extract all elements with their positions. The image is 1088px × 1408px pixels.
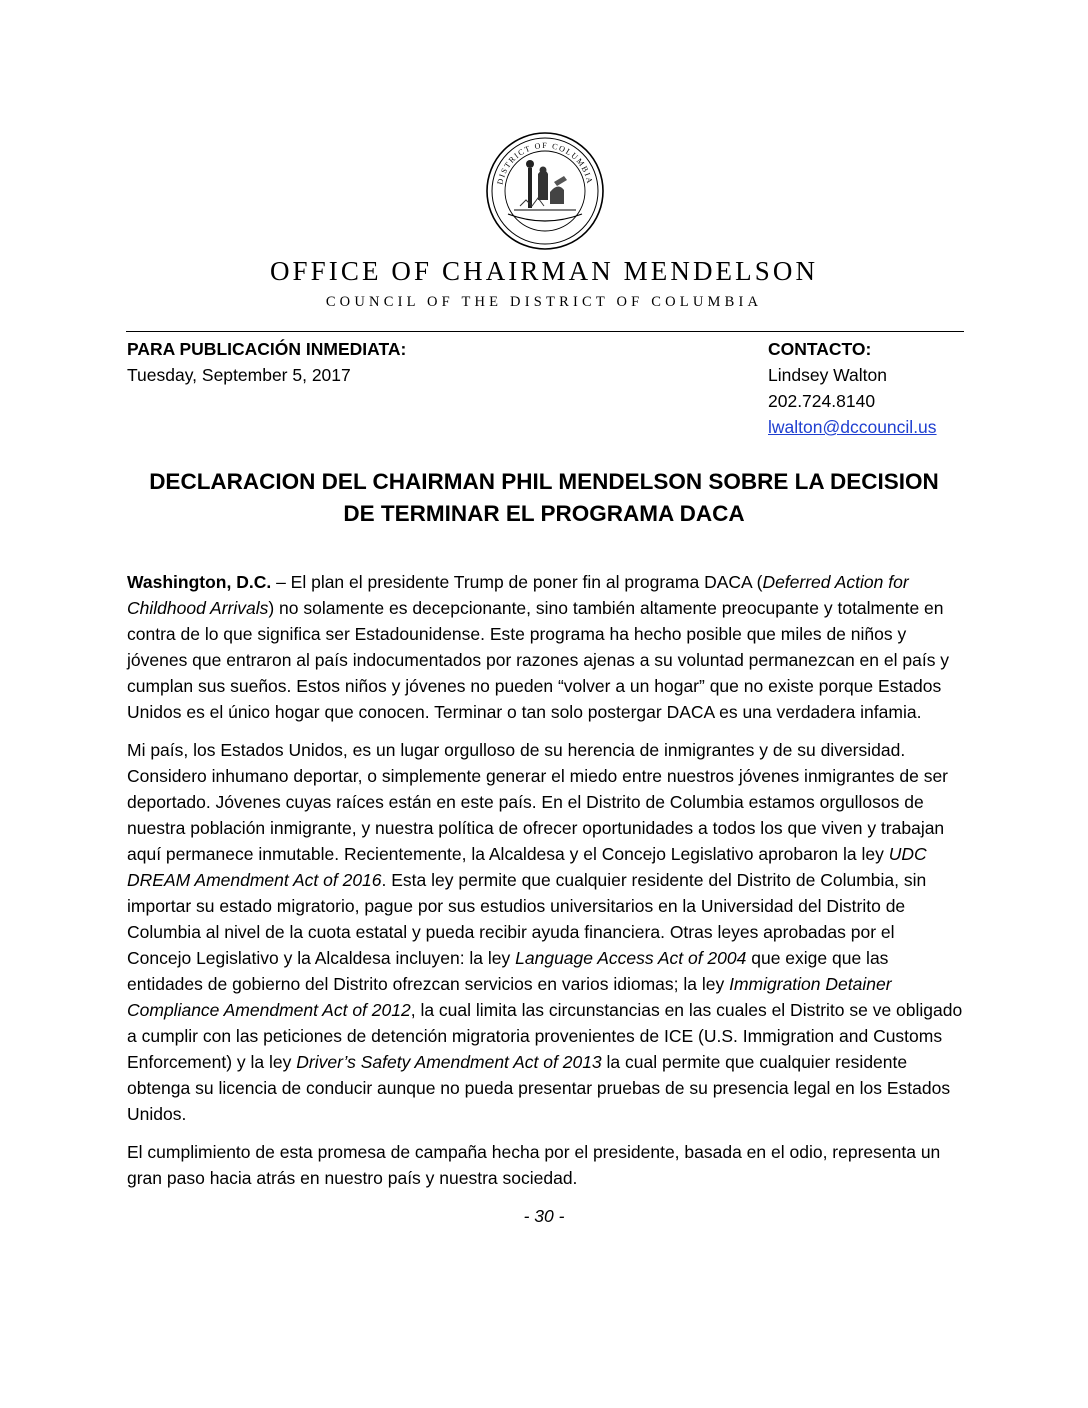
p2-italic-1: UDC DREAM Amendment Act of 2016 — [127, 844, 927, 890]
p2-text-1: Mi país, los Estados Unidos, es un lugar orgulloso de su herencia de inmigrantes y de su diversidad. Considero inhumano deportar, o simplemente generar el miedo entre nuestros jóvenes inmigrantes de ser deportado. Jóvenes cuyas raíces están en este país. En el Distrito de Columbia estamos orgullosos de nuestra población inmigrante, y nuestra política de ofrecer oportunidades a todos los que viven y trabajan aquí permanece inmutable. Recientemente, la Alcaldesa y el Concejo Legislativo aprobaron la ley — [127, 740, 949, 864]
p2-italic-4: Driver’s Safety Amendment Act of 2013 — [296, 1052, 602, 1072]
p2-italic-3: Immigration Detainer Compliance Amendment Act of 2012 — [127, 974, 892, 1020]
p1-text-2: ) no solamente es decepcionante, sino también altamente preocupante y totalmente en contra de lo que significa ser Estadounidense. Este programa ha hecho posible que miles de niños y jóvenes que entraron al país indocumentados por razones ajenas a su voluntad permanezcan en el país y cumplan sus sueños. Estos niños y jóvenes no pueden “volver a un hogar” que no existe porque Estados Unidos es el único hogar que conocen. Terminar o tan solo postergar DACA es una verdadera infamia. — [127, 598, 950, 722]
body-paragraph-3 — [127, 1139, 963, 1191]
contact-block — [768, 336, 937, 440]
contact-phone: 202.724.8140 — [768, 391, 876, 411]
body-paragraph-2 — [127, 737, 963, 1127]
contact-label: CONTACTO: — [768, 339, 872, 359]
p2-italic-2: Language Access Act of 2004 — [515, 948, 747, 968]
dateline: Washington, D.C. — [127, 572, 272, 592]
contact-email-link[interactable]: lwalton@dccouncil.us — [768, 417, 937, 437]
p1-italic-1: Deferred Action for Childhood Arrivals — [127, 572, 909, 618]
p2-text-2: . Esta ley permite que cualquier residente del Distrito de Columbia, sin importar su estado migratorio, pague por sus estudios universitarios en la Universidad del Distrito de Columbia al nivel de la cuota estatal y pueda recibir ayuda financiera. Otras leyes aprobadas por el Concejo Legislativo y la Alcaldesa incluyen: la ley — [127, 870, 927, 968]
header-divider — [126, 331, 964, 332]
dc-seal-icon — [484, 130, 606, 252]
release-label: PARA PUBLICACIÓN INMEDIATA: — [127, 339, 407, 359]
release-date: Tuesday, September 5, 2017 — [127, 365, 351, 385]
seal-text: DISTRICT OF COLUMBIA — [495, 140, 595, 186]
p2-text-4: , la cual limita las circunstancias en las cuales el Distrito se ve obligado a cumplir con las peticiones de detención migratoria provenientes de ICE (U.S. Immigration and Customs Enforcement) y la ley — [127, 1000, 963, 1072]
p1-text-1: – El plan el presidente Trump de poner fin al programa DACA ( — [271, 572, 763, 592]
release-block — [127, 336, 406, 388]
office-subtitle: COUNCIL OF THE DISTRICT OF COLUMBIA — [325, 294, 763, 310]
body-paragraph-1 — [127, 569, 963, 725]
p2-text-5: la cual permite que cualquier residente obtenga su licencia de conducir aunque no pueda presentar pruebas de su presencia legal en los Estados Unidos. — [127, 1052, 951, 1124]
headline-line-1: DECLARACION DEL CHAIRMAN PHIL MENDELSON SOBRE LA DECISION — [149, 469, 939, 494]
headline — [100, 466, 988, 530]
p3-text-1: El cumplimiento de esta promesa de campaña hecha por el presidente, basada en el odio, representa un gran paso hacia atrás en nuestro país y nuestra sociedad. — [127, 1142, 941, 1188]
page-number: - 30 - — [523, 1206, 565, 1226]
office-title: OFFICE OF CHAIRMAN MENDELSON — [269, 256, 819, 286]
p2-text-3: que exige que las entidades de gobierno del Distrito ofrezcan servicios en varios idiomas; la ley — [127, 948, 889, 994]
contact-name: Lindsey Walton — [768, 365, 887, 385]
headline-line-2: DE TERMINAR EL PROGRAMA DACA — [343, 501, 745, 526]
